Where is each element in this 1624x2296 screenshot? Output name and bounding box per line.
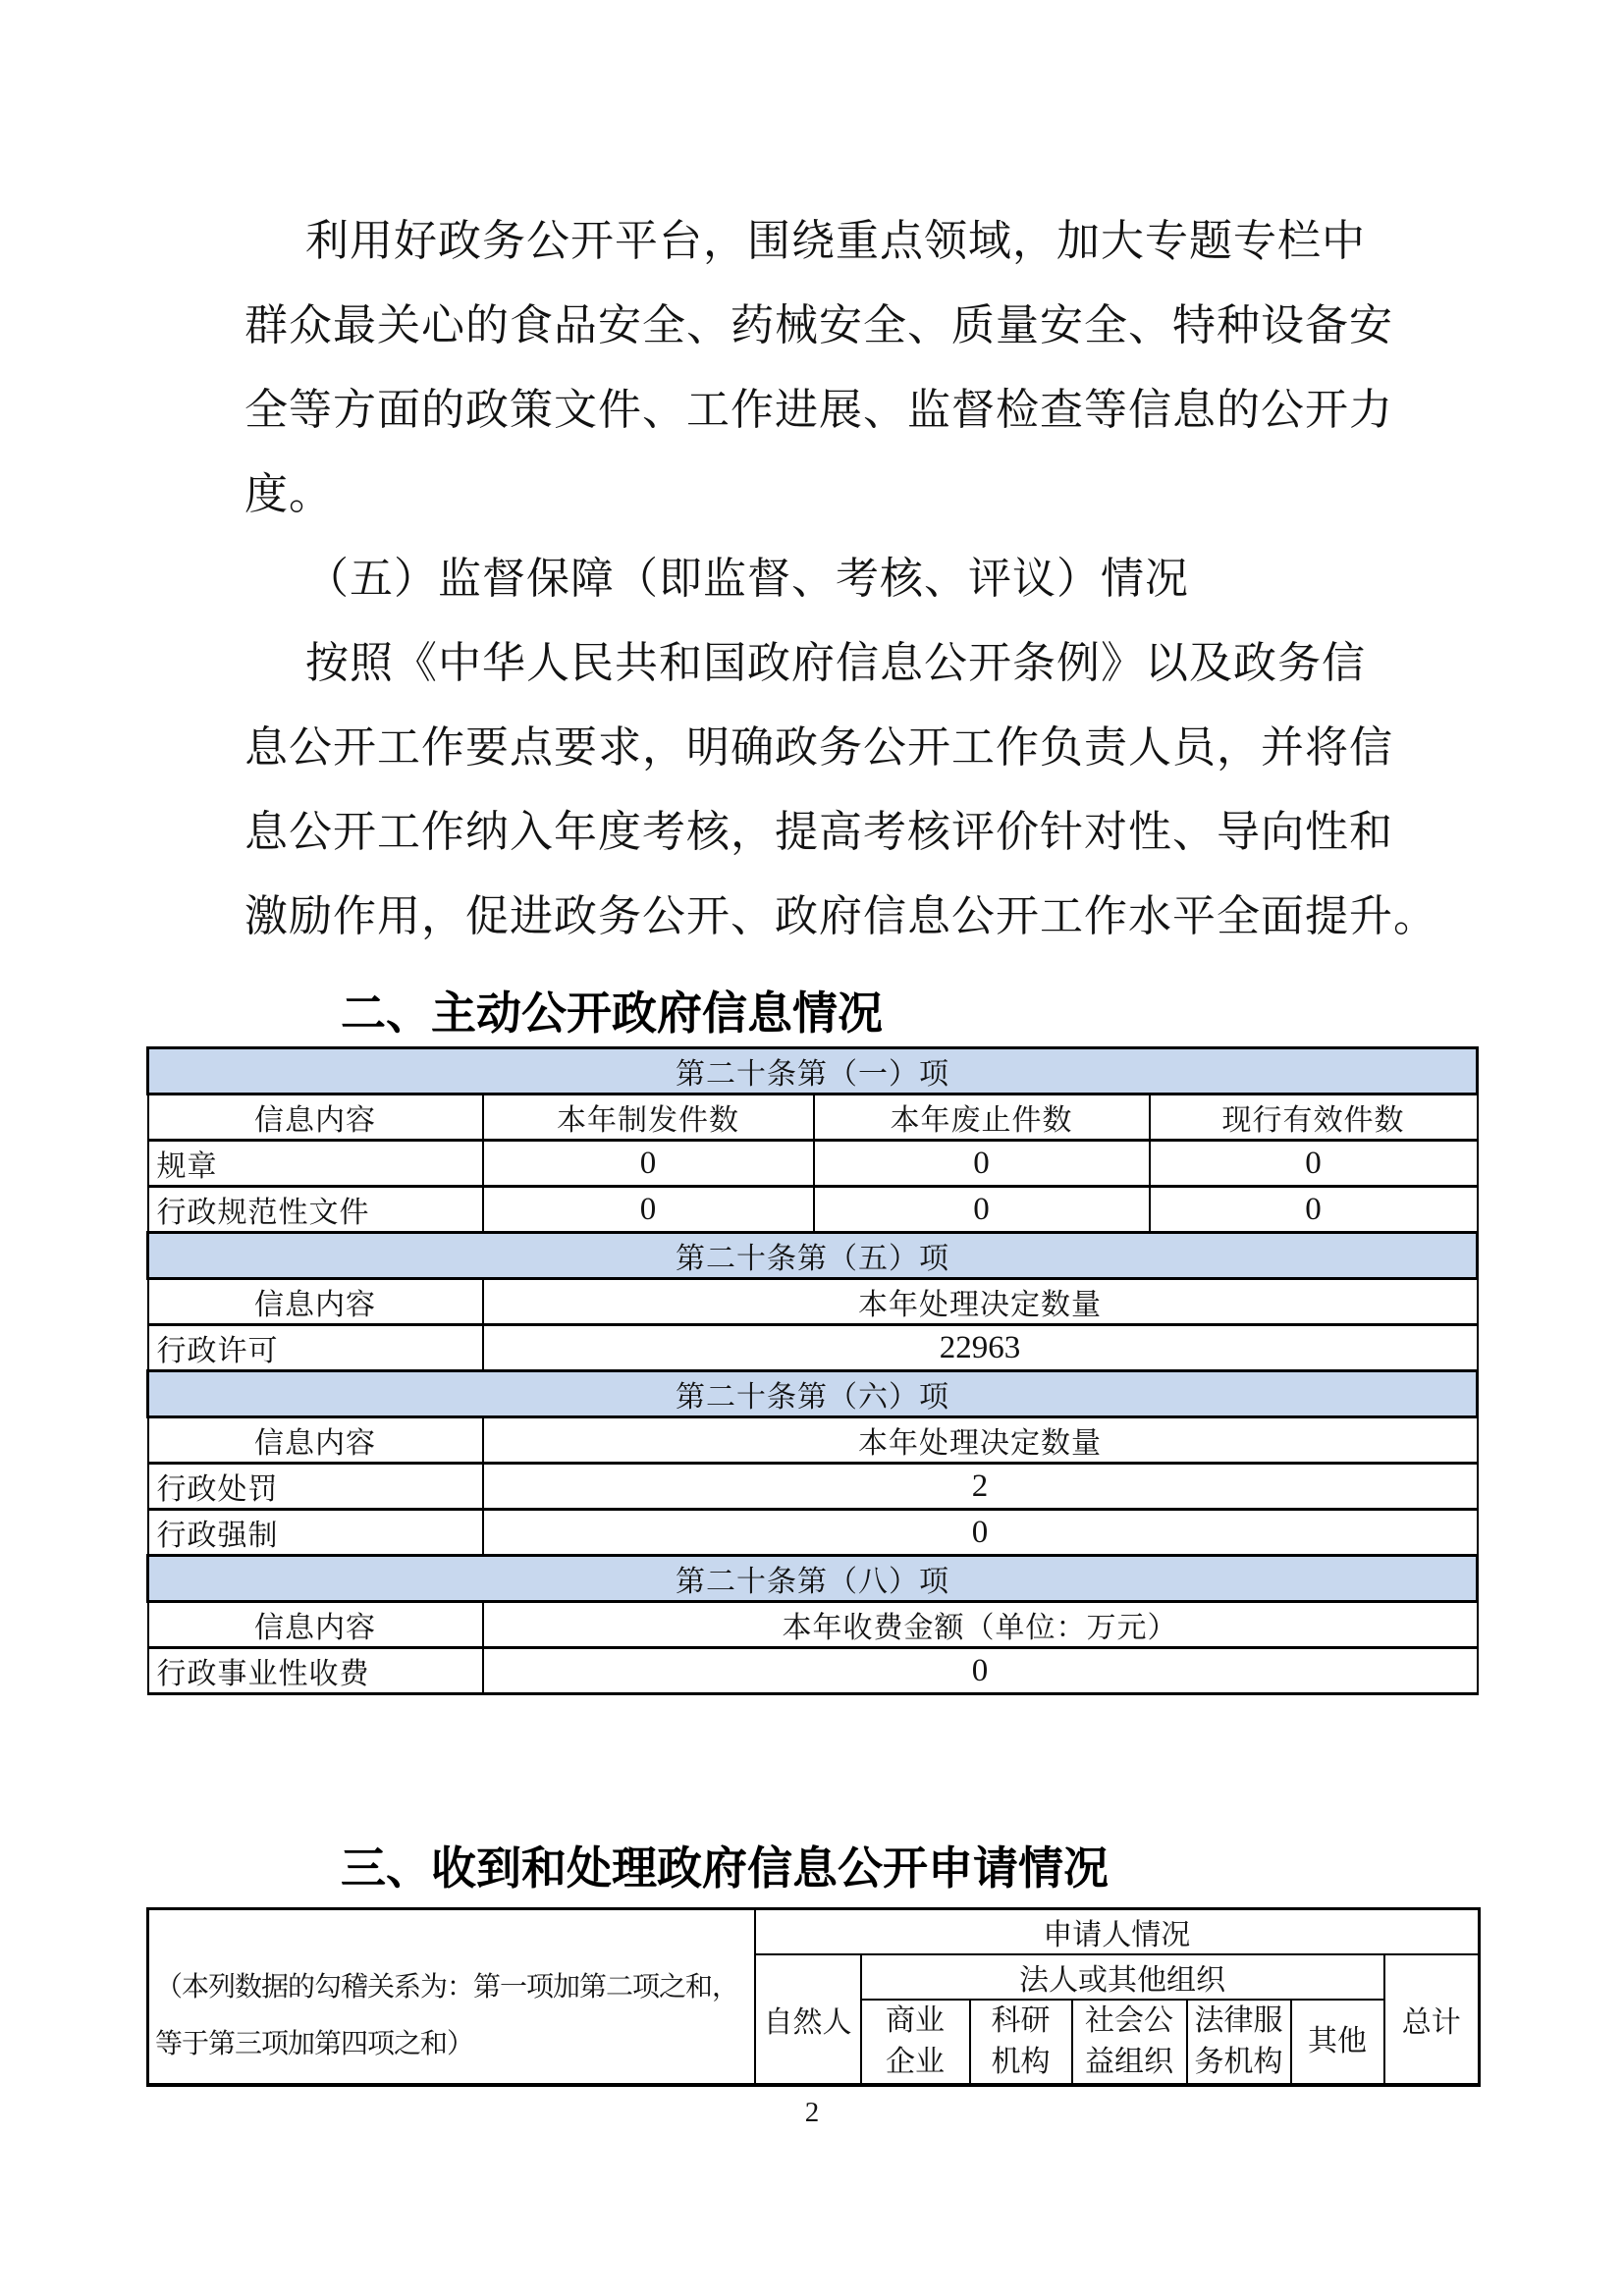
column-header: 现行有效件数 xyxy=(1150,1095,1478,1141)
table-band-article20-item1: 第二十条第（一）项 xyxy=(148,1048,1478,1095)
body-line: 全等方面的政策文件、工作进展、监督检查等信息的公开力 xyxy=(244,386,1393,434)
body-text xyxy=(244,199,1437,959)
cell-value: 0 xyxy=(1150,1187,1478,1233)
column-header: 信息内容 xyxy=(148,1279,483,1325)
row-label: 行政事业性收费 xyxy=(148,1648,483,1694)
cell-value: 0 xyxy=(483,1510,1478,1556)
column-header: 信息内容 xyxy=(148,1417,483,1464)
body-line: （五）监督保障（即监督、考核、评议）情况 xyxy=(305,555,1189,603)
cell-value: 0 xyxy=(814,1187,1150,1233)
applicant-type-header: 申请人情况 xyxy=(755,1909,1480,1955)
body-line: 按照《中华人民共和国政府信息公开条例》以及政务信 xyxy=(305,639,1366,687)
table-band-article20-item5: 第二十条第（五）项 xyxy=(148,1233,1478,1279)
body-line: 息公开工作纳入年度考核，提高考核评价针对性、导向性和 xyxy=(244,808,1393,856)
cell-value: 0 xyxy=(814,1141,1150,1187)
column-header: 本年处理决定数量 xyxy=(483,1417,1478,1464)
applications-table xyxy=(146,1907,1481,2087)
org-type-header: 商业 企业 xyxy=(861,2000,970,2085)
cell-value: 0 xyxy=(483,1187,814,1233)
row-label: 行政许可 xyxy=(148,1325,483,1371)
legal-org-header: 法人或其他组织 xyxy=(861,1954,1384,2000)
note-line: （本列数据的勾稽关系为：第一项加第二项之和， xyxy=(155,1972,739,2002)
org-type-header: 法律服 务机构 xyxy=(1187,2000,1291,2085)
column-header: 本年收费金额（单位：万元） xyxy=(483,1602,1478,1648)
column-header: 本年废止件数 xyxy=(814,1095,1150,1141)
column-header: 信息内容 xyxy=(148,1602,483,1648)
column-header: 本年处理决定数量 xyxy=(483,1279,1478,1325)
natural-person-header: 自然人 xyxy=(755,1954,861,2085)
cell-value: 0 xyxy=(483,1141,814,1187)
column-header: 本年制发件数 xyxy=(483,1095,814,1141)
org-type-header: 其他 xyxy=(1291,2000,1384,2085)
reconciliation-note-cell xyxy=(148,1909,755,2086)
body-line: 群众最关心的食品安全、药械安全、质量安全、特种设备安 xyxy=(244,301,1393,349)
cell-value: 2 xyxy=(483,1464,1478,1510)
org-type-header: 科研 机构 xyxy=(970,2000,1072,2085)
row-label: 行政处罚 xyxy=(148,1464,483,1510)
total-header: 总计 xyxy=(1384,1954,1480,2085)
cell-value: 0 xyxy=(483,1648,1478,1694)
body-line: 利用好政务公开平台，围绕重点领域，加大专题专栏中 xyxy=(305,217,1366,265)
cell-value: 22963 xyxy=(483,1325,1478,1371)
active-disclosure-table xyxy=(146,1046,1479,1695)
cell-value: 0 xyxy=(1150,1141,1478,1187)
org-type-header: 社会公 益组织 xyxy=(1072,2000,1187,2085)
table-band-article20-item8: 第二十条第（八）项 xyxy=(148,1556,1478,1602)
body-line: 度。 xyxy=(244,470,333,518)
column-header: 信息内容 xyxy=(148,1095,483,1141)
page-number: 2 xyxy=(804,2097,820,2128)
note-line: 等于第三项加第四项之和） xyxy=(155,2029,474,2059)
row-label: 规章 xyxy=(148,1141,483,1187)
body-line: 息公开工作要点要求，明确政务公开工作负责人员，并将信 xyxy=(244,723,1393,772)
body-line: 激励作用，促进政务公开、政府信息公开工作水平全面提升。 xyxy=(244,892,1437,940)
section-3-heading: 三、收到和处理政府信息公开申请情况 xyxy=(341,1842,1109,1894)
section-2-heading: 二、主动公开政府信息情况 xyxy=(341,988,883,1039)
row-label: 行政强制 xyxy=(148,1510,483,1556)
table-band-article20-item6: 第二十条第（六）项 xyxy=(148,1371,1478,1417)
row-label: 行政规范性文件 xyxy=(148,1187,483,1233)
